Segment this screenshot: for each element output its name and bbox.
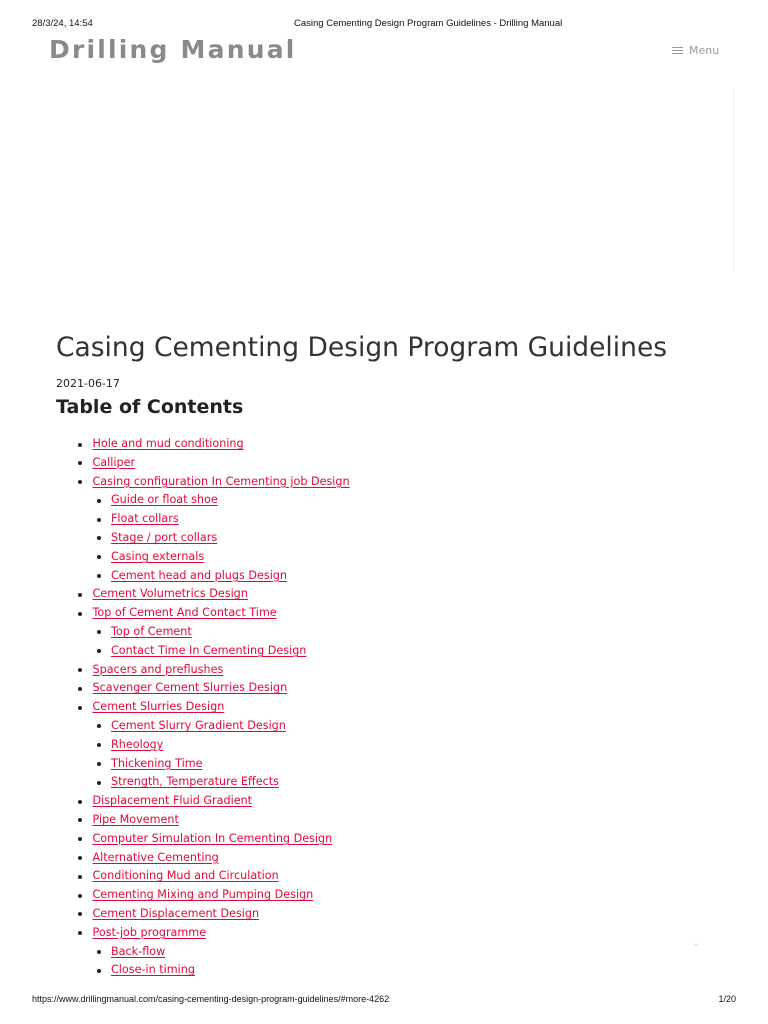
bullet-icon [78,461,82,465]
toc-link[interactable]: Cement head and plugs Design [111,568,288,582]
toc-link[interactable]: Alternative Cementing [92,850,219,864]
list-item [56,717,706,736]
bullet-icon [97,762,101,766]
bullet-icon [97,724,101,728]
list-item [56,698,706,717]
list-item [56,661,706,680]
list-item [56,454,706,473]
bullet-icon [97,950,101,954]
list-item [56,924,706,943]
bullet-icon [97,574,101,578]
ad-area-edge [733,88,734,272]
list-item [56,811,706,830]
list-item [56,491,706,510]
site-logo[interactable]: Drilling Manual [49,35,297,64]
list-item [56,830,706,849]
page-count: 1/20 [718,994,736,1004]
print-footer [32,994,736,1008]
toc-link[interactable]: Displacement Fluid Gradient [92,794,253,808]
list-item [56,886,706,905]
toc-link[interactable]: Cementing Mixing and Pumping Design [92,888,314,902]
list-item [56,604,706,623]
toc-link[interactable]: Strength, Temperature Effects [111,775,279,789]
list-item [56,773,706,792]
hamburger-icon [672,46,683,55]
toc-link[interactable]: Hole and mud conditioning [92,437,244,450]
post-date: 2021-06-17 [56,377,120,390]
toc-link[interactable]: Casing externals [111,549,205,563]
list-item [56,510,706,529]
toc-link[interactable]: Top of Cement And Contact Time [92,606,277,620]
bullet-icon [78,443,82,447]
toc-link[interactable]: Cement Displacement Design [92,906,260,920]
toc-link[interactable]: Contact Time In Cementing Design [111,643,307,657]
bullet-icon [97,555,101,559]
print-document-title: Casing Cementing Design Program Guidelines - Drilling Manual [294,18,563,29]
toc-link[interactable]: Casing configuration In Cementing job Design [92,474,350,488]
list-item [56,961,706,980]
bullet-icon [97,969,101,973]
toc-link[interactable]: Cement Slurries Design [92,700,225,714]
bullet-icon [97,649,101,653]
list-item [56,736,706,755]
list-item [56,435,706,454]
list-item [56,755,706,774]
toc-link[interactable]: Guide or float shoe [111,493,218,507]
toc-link[interactable]: Spacers and preflushes [92,662,224,676]
bullet-icon [78,856,82,860]
bullet-icon [78,706,82,710]
bullet-icon [97,743,101,747]
bullet-icon [78,800,82,804]
list-item [56,473,706,492]
bullet-icon [78,668,82,672]
bullet-icon [97,499,101,503]
toc-link[interactable]: Close-in timing [111,963,195,977]
bullet-icon [78,480,82,484]
bullet-icon [78,912,82,916]
bullet-icon [78,875,82,879]
print-header [32,18,736,32]
list-item [56,548,706,567]
toc-link[interactable]: Float collars [111,512,179,526]
toc-link[interactable]: Conditioning Mud and Circulation [92,869,279,883]
list-item [56,679,706,698]
list-item [56,529,706,548]
bullet-icon [97,518,101,522]
menu-button[interactable] [672,42,719,58]
list-item [56,867,706,886]
list-item [56,943,706,962]
list-item [56,792,706,811]
toc-link[interactable]: Scavenger Cement Slurries Design [92,681,288,695]
bullet-icon [78,931,82,935]
toc-link[interactable]: Cement Slurry Gradient Design [111,718,286,732]
bullet-icon [97,630,101,634]
toc-link[interactable]: Pipe Movement [92,812,179,826]
bullet-icon [97,781,101,785]
bullet-icon [97,536,101,540]
page-title: Casing Cementing Design Program Guidelines [56,332,668,363]
toc-link[interactable]: Thickening Time [111,756,203,770]
print-url: https://www.drillingmanual.com/casing-cementing-design-program-guidelines/#more-4262 [32,994,390,1004]
table-of-contents [56,435,706,980]
list-item [56,585,706,604]
list-item [56,567,706,586]
list-item [56,849,706,868]
toc-link[interactable]: Calliper [92,455,136,469]
bullet-icon [78,837,82,841]
toc-link[interactable]: Post-job programme [92,925,207,939]
list-item [56,905,706,924]
bullet-icon [78,687,82,691]
toc-link[interactable]: Rheology [111,737,164,751]
toc-heading: Table of Contents [56,396,244,418]
bullet-icon [78,818,82,822]
list-item [56,642,706,661]
toc-link[interactable]: Stage / port collars [111,530,218,544]
menu-label: Menu [689,43,720,57]
toc-link[interactable]: Back-flow [111,944,166,958]
toc-link[interactable]: Computer Simulation In Cementing Design [92,831,333,845]
bullet-icon [78,612,82,616]
scroll-to-top-icon[interactable]: ˆ [693,942,699,955]
toc-link[interactable]: Cement Volumetrics Design [92,587,248,601]
bullet-icon [78,593,82,597]
list-item [56,623,706,642]
print-timestamp: 28/3/24, 14:54 [32,18,93,29]
toc-link[interactable]: Top of Cement [111,624,192,638]
bullet-icon [78,894,82,898]
